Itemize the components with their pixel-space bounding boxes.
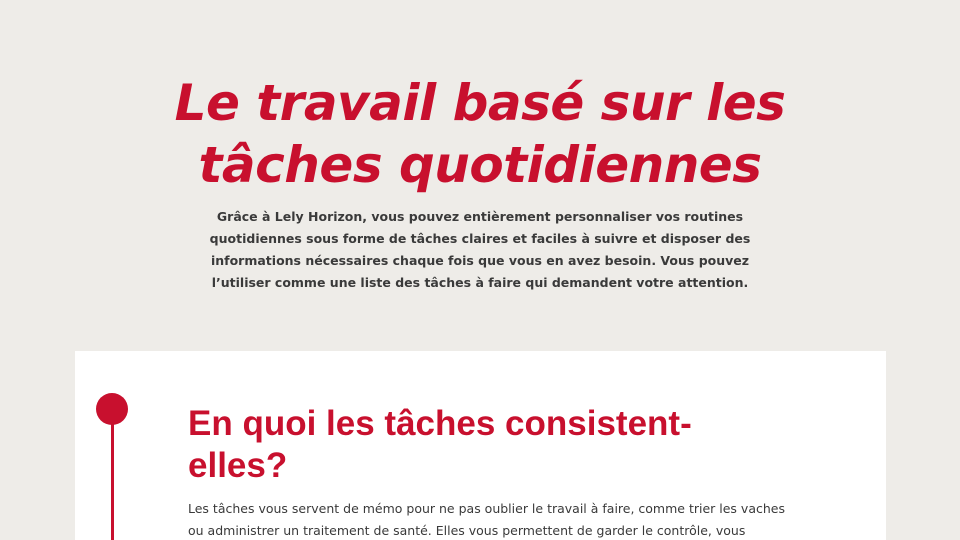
intro-paragraph: Grâce à Lely Horizon, vous pouvez entièrement personnaliser vos routines quotidiennes sous forme de tâches claires et faciles à suivre et disposer des informations nécessaires chaque fois que vous en avez besoin. Vous pouvez l’utiliser comme une liste des tâches à faire qui demandent votre attention. (209, 209, 751, 290)
section-title: En quoi les tâches consistent-elles? (188, 404, 692, 485)
tasks-card (75, 351, 886, 540)
page-title: Le travail basé sur les tâches quotidiennes (174, 74, 786, 194)
hero-section (0, 72, 960, 294)
section-paragraph: Les tâches vous servent de mémo pour ne pas oublier le travail à faire, comme trier les vaches ou administrer un traitement de santé. Elles vous permettent de garder le contrôle, vous (188, 501, 785, 538)
timeline-line (111, 417, 114, 540)
